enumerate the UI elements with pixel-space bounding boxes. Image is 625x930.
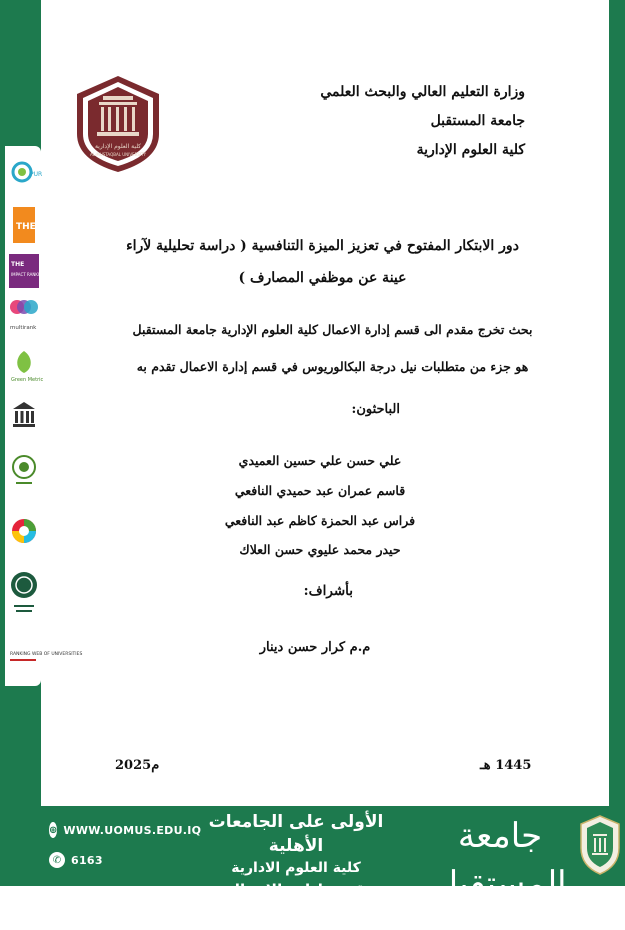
- rankingweb-logo-icon: [10, 644, 83, 672]
- university-name-arabic: جامعة المستقبل: [433, 816, 567, 904]
- svg-text:PUR: PUR: [30, 171, 43, 178]
- globe-icon: ⊕: [49, 822, 57, 838]
- svg-text:IMPACT RANKINGS: IMPACT RANKINGS: [11, 272, 48, 277]
- description-line-1: بحث تخرج مقدم الى قسم إدارة الاعمال كلية العلوم الإدارية جامعة المستقبل: [132, 322, 533, 337]
- footer-center-text: [181, 810, 411, 901]
- researcher-name: قاسم عمران عبد حميدي النافعي: [234, 483, 406, 498]
- college-emblem: [73, 74, 163, 174]
- right-green-border: [609, 0, 625, 886]
- research-title-line-1: دور الابتكار المفتوح في تعزيز الميزة التنافسية ( دراسة تحليلية لآراء: [126, 238, 519, 254]
- accreditation-logo-icon: [10, 450, 38, 490]
- university-name: جامعة المستقبل: [430, 113, 525, 129]
- research-title-line-2: عينة عن موظفي المصارف ): [238, 270, 407, 286]
- svg-text:AL-MUSTAQBAL UNIVERSITY: AL-MUSTAQBAL UNIVERSITY: [90, 152, 146, 157]
- researcher-name: فراس عبد الحمزة كاظم عبد النافعي: [224, 513, 416, 528]
- supervisor-name: م.م كرار حسن دينار: [259, 640, 371, 655]
- svg-text:THE: THE: [11, 261, 25, 268]
- phone-icon: ✆: [49, 852, 65, 868]
- svg-text:Green Metric: Green Metric: [11, 377, 44, 383]
- supervision-label: بأشراف:: [303, 583, 353, 599]
- university-crest-icon: [579, 814, 621, 876]
- footer-department: قسم ادارة الاعمال: [226, 881, 366, 899]
- institution-header: [320, 78, 525, 165]
- year-hijri: 1445 هـ: [480, 758, 532, 773]
- contact-info: [49, 816, 202, 882]
- footer-college: كلية العلوم الادارية: [231, 860, 361, 876]
- multirank-logo-icon: [10, 294, 38, 334]
- arab-union-logo-icon: [10, 566, 38, 622]
- ranking-logos-panel: [5, 146, 83, 686]
- phone-row: [49, 852, 169, 868]
- svg-text:RANKING WEB OF UNIVERSITIES: RANKING WEB OF UNIVERSITIES: [10, 652, 83, 657]
- svg-text:multirank: multirank: [10, 325, 37, 331]
- year-gregorian: 2025م: [115, 758, 160, 773]
- building-logo-icon: [10, 398, 38, 430]
- researcher-name: حيدر محمد عليوي حسن العلاك: [239, 542, 401, 557]
- website-text: WWW.UOMUS.EDU.IQ: [63, 823, 202, 837]
- ministry-name: وزارة التعليم العالي والبحث العلمي: [320, 84, 525, 100]
- university-brand: [425, 812, 575, 930]
- college-name: كلية العلوم الإدارية: [416, 142, 525, 158]
- phone-text: 6163: [71, 853, 103, 867]
- greenmetric-logo-icon: [10, 346, 44, 390]
- researchers-label: الباحثون:: [351, 402, 400, 417]
- footer-banner: [41, 806, 625, 930]
- sdg-wheel-icon: [10, 514, 38, 558]
- website-row: [49, 822, 202, 838]
- svg-text:كلية العلوم الإدارية: كلية العلوم الإدارية: [94, 143, 142, 150]
- footer-slogan: الأولى على الجامعات الأهلية: [208, 812, 384, 856]
- researcher-name: علي حسن علي حسين العميدي: [238, 453, 402, 468]
- the-impact-logo-icon: [10, 252, 48, 290]
- description-line-2: هو جزء من متطلبات نيل درجة البكالوريوس في قسم إدارة الاعمال تقدم به: [136, 359, 529, 374]
- the-logo-icon: [10, 206, 38, 244]
- svg-text:THE: THE: [16, 222, 36, 232]
- university-name-english: AL-MUSTAQBAL UNIVERSITY: [450, 908, 550, 930]
- qs-logo-icon: [10, 154, 43, 190]
